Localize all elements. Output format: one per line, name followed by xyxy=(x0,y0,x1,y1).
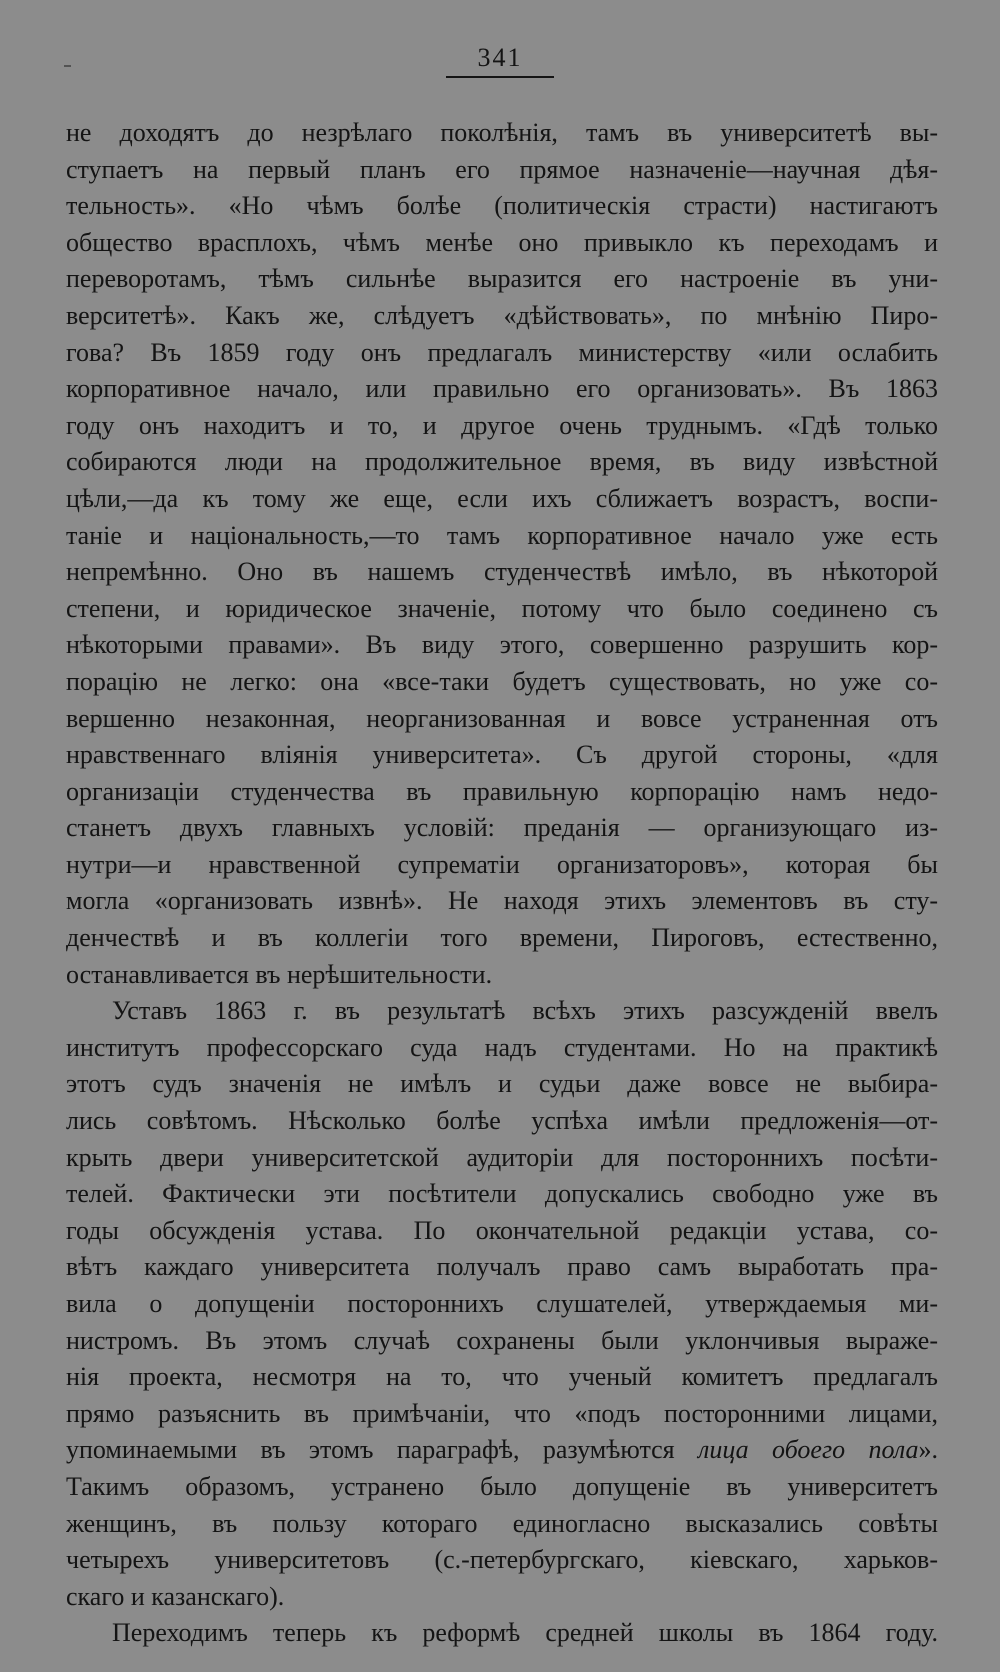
text-line xyxy=(66,1213,938,1250)
text-line xyxy=(66,1066,938,1103)
text-line xyxy=(66,1323,938,1360)
text-span: годы обсужденія устава. По окончательной редакціи устава, со- xyxy=(66,1215,938,1245)
text-span: корпоративное начало, или правильно его организовать». Въ 1863 xyxy=(66,374,938,404)
text-line xyxy=(66,957,938,994)
text-line xyxy=(66,1432,938,1469)
text-span: ». xyxy=(918,1435,938,1465)
text-line xyxy=(66,1176,938,1213)
italic-text: лица обоего пола xyxy=(698,1435,919,1465)
text-line xyxy=(66,298,938,335)
text-span: четырехъ университетовъ (с.-петербургскаго, кіевскаго, харьков- xyxy=(66,1545,938,1575)
text-line xyxy=(66,1030,938,1067)
text-line xyxy=(66,152,938,189)
text-span: не доходятъ до незрѣлаго поколѣнія, тамъ въ университетѣ вы- xyxy=(66,118,938,147)
text-span: ступаетъ на первый планъ его прямое назначеніе—научная дѣя- xyxy=(66,154,938,184)
text-span: переворотамъ, тѣмъ сильнѣе выразится его настроеніе въ уни- xyxy=(66,264,938,294)
text-line xyxy=(66,1615,938,1652)
text-line xyxy=(66,1579,938,1616)
text-span: крыть двери университетской аудиторіи для постороннихъ посѣти- xyxy=(66,1142,938,1172)
text-line xyxy=(66,847,938,884)
text-span: общество врасплохъ, чѣмъ менѣе оно привыкло къ переходамъ и xyxy=(66,227,938,257)
text-span: степени, и юридическое значеніе, потому что было соединено съ xyxy=(66,593,938,623)
text-line xyxy=(66,1249,938,1286)
text-line xyxy=(66,774,938,811)
text-line xyxy=(66,1286,938,1323)
scan-mark xyxy=(64,65,71,67)
text-line xyxy=(66,481,938,518)
text-span: телей. Фактически эти посѣтители допускались свободно уже въ xyxy=(66,1179,938,1209)
text-line xyxy=(66,1506,938,1543)
text-span: тельность». «Но чѣмъ болѣе (политическія страсти) настигаютъ xyxy=(66,191,938,221)
text-span: Уставъ 1863 г. въ результатѣ всѣхъ этихъ разсужденій ввелъ xyxy=(112,996,938,1026)
text-span: гова? Въ 1859 году онъ предлагалъ министерству «или ослабить xyxy=(66,337,938,367)
text-span: Такимъ образомъ, устранено было допущеніе въ университетъ xyxy=(66,1471,938,1501)
text-line xyxy=(66,1396,938,1433)
text-span: прямо разъяснить въ примѣчаніи, что «подъ посторонними лицами, xyxy=(66,1398,938,1428)
text-line xyxy=(66,225,938,262)
text-span: нравственнаго вліянія университета». Съ другой стороны, «для xyxy=(66,740,938,770)
text-span: останавливается въ нерѣшительности. xyxy=(66,959,493,989)
text-line xyxy=(66,701,938,738)
text-span: этотъ судъ значенія не имѣлъ и судьи даже вовсе не выбира- xyxy=(66,1069,938,1099)
text-span: организаціи студенчества въ правильную корпорацію намъ недо- xyxy=(66,776,938,806)
text-span: Переходимъ теперь къ реформѣ средней школы въ 1864 году. xyxy=(112,1618,938,1648)
text-span: лись совѣтомъ. Нѣсколько болѣе успѣха имѣли предложенія—от- xyxy=(66,1106,938,1136)
text-span: упоминаемыми въ этомъ параграфѣ, разумѣются xyxy=(66,1435,699,1465)
text-line xyxy=(66,518,938,555)
text-span: верситетѣ». Какъ же, слѣдуетъ «дѣйствовать», по мнѣнію Пиро- xyxy=(66,300,938,330)
text-span: непремѣнно. Оно въ нашемъ студенчествѣ имѣло, въ нѣкоторой xyxy=(66,557,938,587)
text-line xyxy=(66,1359,938,1396)
text-span: женщинъ, въ пользу котораго единогласно высказались совѣты xyxy=(66,1508,938,1538)
text-line xyxy=(66,1469,938,1506)
text-line xyxy=(66,188,938,225)
text-span: году онъ находитъ и то, и другое очень труднымъ. «Гдѣ только xyxy=(66,410,938,440)
text-line xyxy=(66,627,938,664)
paragraph xyxy=(66,1615,938,1652)
text-line xyxy=(66,883,938,920)
text-span: нія проекта, несмотря на то, что ученый комитетъ предлагалъ xyxy=(66,1362,938,1392)
text-line xyxy=(66,737,938,774)
text-span: институтъ профессорскаго суда надъ студентами. Но на практикѣ xyxy=(66,1032,938,1062)
text-span: могла «организовать извнѣ». Не находя этихъ элементовъ въ сту- xyxy=(66,886,938,916)
text-line xyxy=(66,993,938,1030)
text-line xyxy=(66,1103,938,1140)
page-number: 341 xyxy=(446,40,554,78)
text-line xyxy=(66,554,938,591)
text-span: денчествѣ и въ коллегіи того времени, Пироговъ, естественно, xyxy=(66,923,938,953)
text-line xyxy=(66,1140,938,1177)
text-span: вѣтъ каждаго университета получалъ право самъ выработать пра- xyxy=(66,1252,938,1282)
text-span: вершенно незаконная, неорганизованная и вовсе устраненная отъ xyxy=(66,703,938,733)
text-span: нистромъ. Въ этомъ случаѣ сохранены были уклончивыя выраже- xyxy=(66,1325,938,1355)
text-line xyxy=(66,261,938,298)
text-line xyxy=(66,371,938,408)
text-span: нутри—и нравственной супрематіи организаторовъ», которая бы xyxy=(66,849,938,879)
paragraph xyxy=(66,993,938,1615)
text-line xyxy=(66,444,938,481)
text-line xyxy=(66,810,938,847)
text-span: цѣли,—да къ тому же еще, если ихъ сближаетъ возрастъ, воспи- xyxy=(66,483,938,513)
text-line xyxy=(66,664,938,701)
body-text xyxy=(66,115,938,1652)
text-span: скаго и казанскаго). xyxy=(66,1581,285,1611)
text-line xyxy=(66,408,938,445)
text-span: нѣкоторыми правами». Въ виду этого, совершенно разрушить кор- xyxy=(66,630,938,660)
text-span: порацію не легко: она «все-таки будетъ существовать, но уже со- xyxy=(66,666,938,696)
text-line xyxy=(66,591,938,628)
text-line xyxy=(66,1542,938,1579)
text-line xyxy=(66,335,938,372)
paragraph xyxy=(66,115,938,993)
text-span: таніе и національность,—то тамъ корпоративное начало уже есть xyxy=(66,520,938,550)
text-line xyxy=(66,115,938,152)
text-span: станетъ двухъ главныхъ условій: преданія — организующаго из- xyxy=(66,813,938,843)
text-line xyxy=(66,920,938,957)
text-span: вила о допущеніи постороннихъ слушателей, утверждаемыя ми- xyxy=(66,1289,938,1318)
text-span: собираются люди на продолжительное время, въ виду извѣстной xyxy=(66,447,938,477)
